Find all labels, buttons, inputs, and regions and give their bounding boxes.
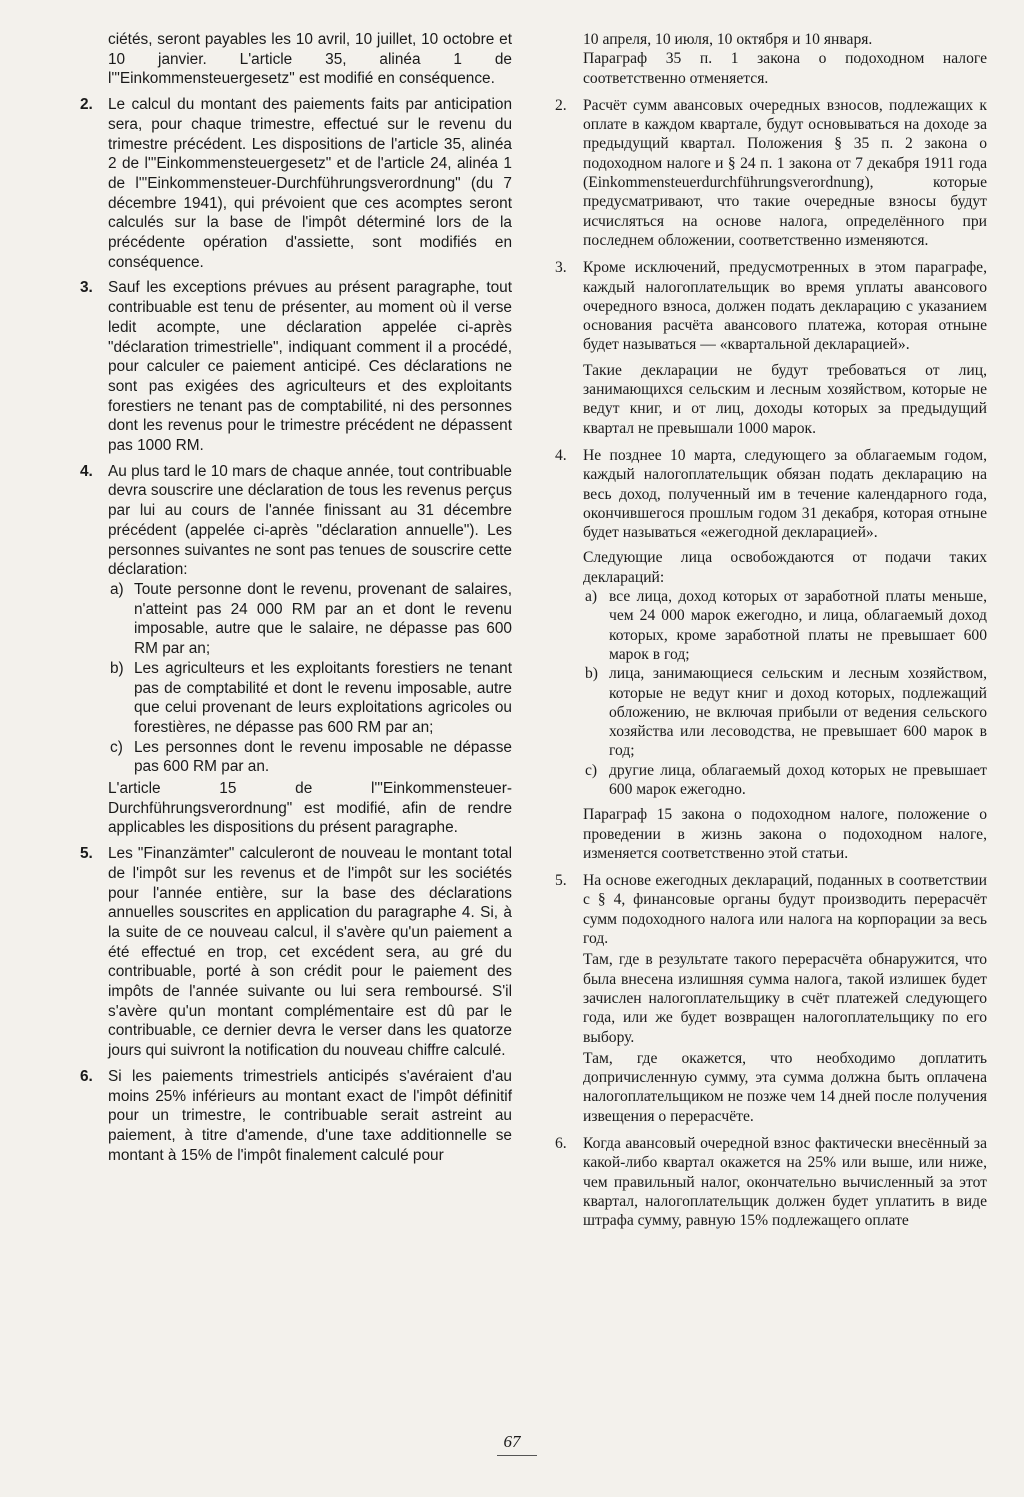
russian-item-4-lead: Следующие лица освобождаются от подачи таких деклараций: xyxy=(583,549,987,586)
french-item-6 xyxy=(80,1067,512,1166)
russian-item-2 xyxy=(555,96,987,250)
french-item-2 xyxy=(80,95,512,272)
russian-subitem-text: другие лица, облагаемый доход которых не превышает 600 марок ежегодно. xyxy=(609,761,987,798)
french-subitem-a xyxy=(80,580,512,659)
russian-item-text: Не позднее 10 марта, следующего за облагаемым годом, каждый налогоплательщик обязан подать декларацию на весь доход, полученный им в течение календарного года, окончившегося прошлым годом 31 декабря, которая отныне будет называться «ежегодной декларацией». xyxy=(583,446,987,542)
french-item-3 xyxy=(80,278,512,455)
french-subitem-text: Les personnes dont le revenu imposable ne dépasse pas 600 RM par an. xyxy=(134,738,512,776)
french-item-text: Si les paiements trimestriels anticipés s'avéraient d'au moins 25% inférieurs au montant exact de l'impôt définitif pour un trimestre, le contribuable serait astreint au paiement, à titre d'amende, d'une taxe additionnelle se montant à 15% de l'impôt finalement calculé pour xyxy=(108,1067,512,1164)
russian-item-text: Кроме исключений, предусмотренных в этом параграфе, каждый налогоплательщик во время уплаты авансового очередного взноса, должен подать декларацию с указанием основания расчёта авансового платежа, которая отныне будет называться — «квартальной декларацией». xyxy=(583,259,987,354)
french-subitem-c xyxy=(80,738,512,777)
russian-item-number: 6. xyxy=(555,1135,567,1153)
russian-item-text: Когда авансовый очередной взнос фактически внесённый за какой-либо квартал окажется на 25% или выше, или ниже, чем правильный налог, окончательно вычисленный за этот квартал, налогоплательщик должен будет уплатить в виде штрафа сумму, равную 15% подлежащего оплате xyxy=(583,1135,987,1230)
russian-subitem-text: лица, занимающиеся сельским и лесным хозяйством, которые не ведут книг и доход которых, подлежащий обложению, не включая прибыли от ведения сельского хозяйства или лесоводства, не превышает 600 марок в год; xyxy=(609,665,987,760)
russian-subitem-letter: b) xyxy=(585,665,598,683)
french-intro: ciétés, seront payables les 10 avril, 10 juillet, 10 octobre et 10 janvier. L'article 35, alinéa 1 de l'"Einkommensteuergesetz" est modifié en conséquence. xyxy=(108,31,512,88)
russian-item-text: На основе ежегодных деклараций, поданных в соответствии с § 4, финансовые органы будут производить перерасчёт сумм подоходного налога или налога на корпорации за весь год. xyxy=(583,872,987,948)
russian-item-4 xyxy=(555,446,987,542)
page-number-rule xyxy=(497,1455,537,1456)
french-item-number: 5. xyxy=(80,845,93,863)
russian-subitem-a xyxy=(555,587,987,664)
russian-subitem-text: все лица, доход которых от заработной платы меньше, чем 24 000 марок ежегодно, и лица, облагаемый доход которых, кроме заработной платы не превышает 600 марок в год; xyxy=(609,588,987,663)
french-subitem-text: Les agriculteurs et les exploitants forestiers ne tenant pas de comptabilité et dont le revenu imposable, autre que celui provenant de leurs exploitations agricoles ou forestières, ne dépasse pas 600 RM par an; xyxy=(134,659,512,736)
french-item-text: Sauf les exceptions prévues au présent paragraphe, tout contribuable est tenu de présenter, au moment où il verse ledit acompte, une déclaration appelée ci-après "déclaration trimestrielle", indiquant comment il a procédé, pour calculer ce paiement anticipé. Ces déclarations ne sont pas exigées des agriculteurs et des exploitants forestiers ne tenant pas de comptabilité, ni des personnes dont les revenus pour le trimestre précédent ne dépassent pas 1000 RM. xyxy=(108,279,512,455)
russian-item-number: 3. xyxy=(555,259,567,277)
french-subitem-letter: a) xyxy=(110,580,124,598)
russian-item-3 xyxy=(555,258,987,354)
french-item-number: 2. xyxy=(80,96,93,114)
russian-column xyxy=(555,30,987,1231)
russian-item-6 xyxy=(555,1134,987,1230)
russian-item-number: 2. xyxy=(555,96,567,114)
russian-subitem-b xyxy=(555,664,987,760)
russian-subitem-letter: c) xyxy=(585,761,598,779)
french-item-text: Les "Finanzämter" calculeront de nouveau le montant total de l'impôt sur les revenus et de l'impôt sur les sociétés pour l'année entière, sur la base des déclarations annuelles souscrites en application du paragraphe 4. Si, à la suite de ce nouveau calcul, il s'avère qu'un paiement a été effectué en trop, cet excédent sera, au gré du contribuable, porté à son crédit pour le paiement des impôts de l'année suivante ou lui sera remboursé. S'il s'avère qu'un montant complémentaire est dû par le contribuable, ce dernier devra le verser dans les quatorze jours qui suivront la notification du nouveau chiffre calculé. xyxy=(108,845,512,1060)
russian-item-number: 4. xyxy=(555,446,567,464)
russian-intro-note: Параграф 35 п. 1 закона о подоходном налоге соответственно отменяется. xyxy=(583,50,987,87)
french-subitem-text: Toute personne dont le revenu, provenant de salaires, n'atteint pas 24 000 RM par an et dont le revenu imposable, autre que le salaire, ne dépasse pas 600 RM par an; xyxy=(134,580,512,658)
russian-item-5-note-a: Там, где в результате такого перерасчёта обнаружится, что была внесена излишняя сумма налога, такой излишек будет зачислен налогоплательщику в счёт платежей следующего года, или же будет возвращен налогоплательщику по его выбору. xyxy=(583,951,987,1046)
french-item-text: Le calcul du montant des paiements faits par anticipation sera, pour chaque trimestre, effectué sur le revenu du trimestre précédent. Les dispositions de l'article 35, alinéa 2 de l'"Einkommensteuergesetz" et de l'article 24, alinéa 1 de l'"Einkommensteuer-Durchführungsverordnung" (du 7 décembre 1941), qui prévoient que ces acomptes seront calculés sur la base de l'impôt déterminé lors de la précédente opération d'assiette, sont modifiés en conséquence. xyxy=(108,96,512,271)
russian-item-5-note-b: Там, где окажется, что необходимо доплатить допричисленную сумму, эта сумма должна быть оплачена налогоплательщиком не позже чем 14 дней после получения извещения о перерасчёте. xyxy=(583,1049,987,1125)
french-item-number: 3. xyxy=(80,279,93,297)
french-column xyxy=(80,30,512,1165)
french-item-4 xyxy=(80,462,512,580)
french-item-number: 4. xyxy=(80,462,93,480)
russian-item-4-note: Параграф 15 закона о подоходном налоге, положение о проведении в жизнь закона о подоходном налоге, изменяется соответственно этой статьи. xyxy=(583,806,987,862)
page-number: 67 xyxy=(503,1432,521,1451)
russian-item-number: 5. xyxy=(555,872,567,890)
russian-subitem-letter: a) xyxy=(585,588,598,606)
french-subitem-b xyxy=(80,659,512,738)
russian-item-text: Расчёт сумм авансовых очередных взносов, подлежащих к оплате в каждом квартале, будут основываться на доходе за предыдущий квартал. Положения § 35 п. 2 закона о подоходном налоге и § 24 п. 1 закона от 7 декабря 1911 года (Einkommensteuerdurchführungsverordnung), которые предусматривают, что такие очередные взносы будут исчисляться на основе налога, определённого при последнем обложении, соответственно изменяются. xyxy=(583,96,987,249)
russian-item-5 xyxy=(555,871,987,948)
russian-item-3-note: Такие декларации не будут требоваться от лиц, занимающихся сельским и лесным хозяйством, которые не ведут книг, и от лиц, доходы которых за предыдущий квартал не превышали 1000 марок. xyxy=(583,361,987,437)
french-item-number: 6. xyxy=(80,1067,93,1085)
russian-intro: 10 апреля, 10 июля, 10 октября и 10 января. xyxy=(583,31,873,48)
french-item-4-note: L'article 15 de l'"Einkommensteuer-Durchführungsverordnung" est modifié, afin de rendre applicables les dispositions du présent paragraphe. xyxy=(108,780,512,837)
french-subitem-letter: c) xyxy=(110,738,123,756)
russian-subitem-c xyxy=(555,761,987,800)
french-subitem-letter: b) xyxy=(110,659,124,677)
french-item-text: Au plus tard le 10 mars de chaque année, tout contribuable devra souscrire une déclaration de tous les revenus perçus par lui au cours de l'année finissant au 31 décembre précédent (appelée ci-après "déclaration annuelle"). Les personnes suivantes ne sont pas tenues de souscrire cette déclaration: xyxy=(108,462,512,579)
french-item-5 xyxy=(80,844,512,1061)
